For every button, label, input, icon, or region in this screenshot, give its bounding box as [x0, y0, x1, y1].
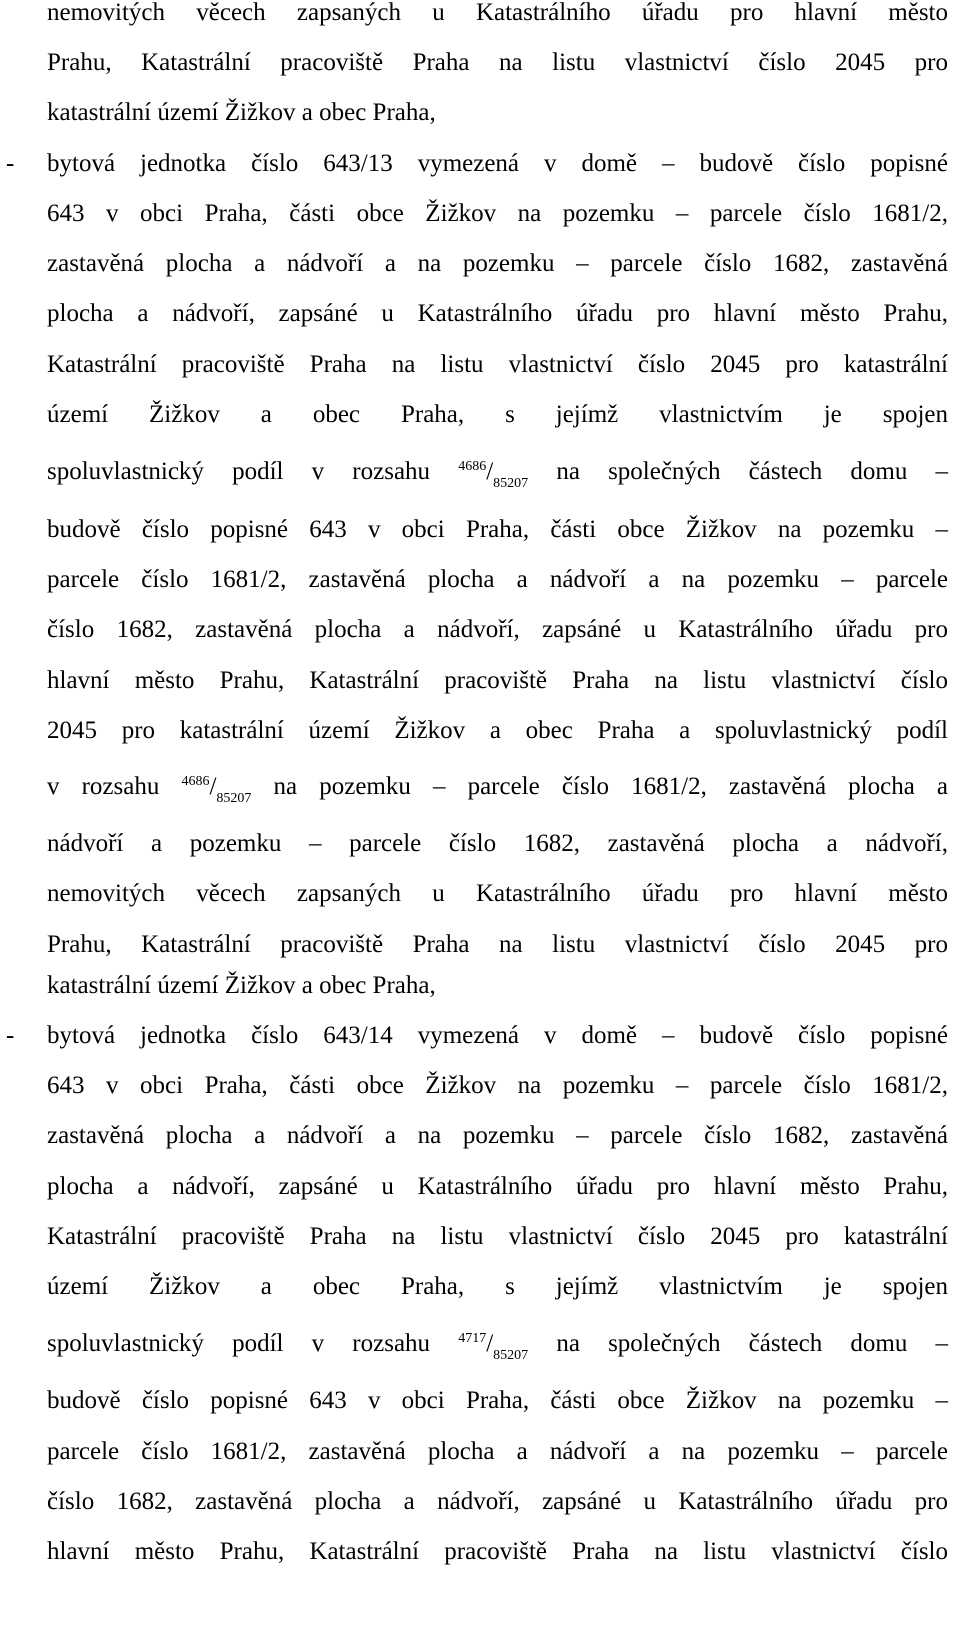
text-line: katastrální území Žižkov a obec Praha, — [47, 99, 436, 126]
text-segment: spoluvlastnický podíl v rozsahu — [47, 458, 431, 485]
text-line-with-share — [47, 452, 948, 492]
share-denominator: 85207 — [493, 476, 529, 491]
text-segment: v rozsahu — [47, 773, 160, 800]
share-numerator: 4686 — [458, 459, 487, 474]
text-line: parcele číslo 1681/2, zastavěná plocha a nádvoří a na pozemku – parcele — [47, 1438, 948, 1465]
text-segment: na společných částech domu – — [556, 458, 948, 485]
share-denominator: 85207 — [493, 1348, 529, 1363]
text-line: Prahu, Katastrální pracoviště Praha na listu vlastnictví číslo 2045 pro — [47, 931, 948, 958]
text-line: zastavěná plocha a nádvoří a na pozemku – parcele číslo 1682, zastavěná — [47, 250, 948, 277]
share-numerator: 4717 — [458, 1331, 487, 1346]
ownership-share-fraction — [181, 774, 251, 806]
text-line: plocha a nádvoří, zapsáné u Katastrálního úřadu pro hlavní město Prahu, — [47, 300, 948, 327]
text-line: hlavní město Prahu, Katastrální pracoviště Praha na listu vlastnictví číslo — [47, 667, 948, 694]
text-line: 643 v obci Praha, části obce Žižkov na pozemku – parcele číslo 1681/2, — [47, 1072, 948, 1099]
fraction-slash: / — [486, 1330, 494, 1357]
ownership-share-fraction — [458, 1331, 528, 1363]
text-line: Katastrální pracoviště Praha na listu vlastnictví číslo 2045 pro katastrální — [47, 351, 948, 378]
text-line: číslo 1682, zastavěná plocha a nádvoří, zapsáné u Katastrálního úřadu pro — [47, 1488, 948, 1515]
ownership-share-fraction — [458, 459, 528, 491]
text-segment: na společných částech domu – — [556, 1330, 948, 1357]
text-line: plocha a nádvoří, zapsáné u Katastrálního úřadu pro hlavní město Prahu, — [47, 1173, 948, 1200]
text-line: číslo 1682, zastavěná plocha a nádvoří, zapsáné u Katastrálního úřadu pro — [47, 616, 948, 643]
text-segment: na pozemku – parcele číslo 1681/2, zastavěná plocha a — [273, 773, 949, 800]
text-line: budově číslo popisné 643 v obci Praha, části obce Žižkov na pozemku – — [47, 516, 948, 543]
text-line: bytová jednotka číslo 643/13 vymezená v domě – budově číslo popisné — [47, 150, 948, 177]
text-line: zastavěná plocha a nádvoří a na pozemku – parcele číslo 1682, zastavěná — [47, 1122, 948, 1149]
list-bullet-dash: - — [6, 150, 15, 177]
fraction-slash: / — [486, 458, 494, 485]
list-bullet-dash: - — [6, 1022, 15, 1049]
fraction-slash: / — [209, 773, 217, 800]
text-line: katastrální území Žižkov a obec Praha, — [47, 972, 436, 999]
text-line: Katastrální pracoviště Praha na listu vlastnictví číslo 2045 pro katastrální — [47, 1223, 948, 1250]
text-segment: spoluvlastnický podíl v rozsahu — [47, 1330, 431, 1357]
text-line: Prahu, Katastrální pracoviště Praha na listu vlastnictví číslo 2045 pro — [47, 49, 948, 76]
share-numerator: 4686 — [181, 774, 210, 789]
share-denominator: 85207 — [216, 791, 252, 806]
text-line: 643 v obci Praha, části obce Žižkov na pozemku – parcele číslo 1681/2, — [47, 200, 948, 227]
text-line-with-share — [47, 767, 948, 807]
text-line: území Žižkov a obec Praha, s jejímž vlastnictvím je spojen — [47, 401, 948, 428]
text-line: nemovitých věcech zapsaných u Katastrálního úřadu pro hlavní město — [47, 880, 948, 907]
text-line: 2045 pro katastrální území Žižkov a obec Praha a spoluvlastnický podíl — [47, 717, 948, 744]
text-line: nemovitých věcech zapsaných u Katastrálního úřadu pro hlavní město — [47, 0, 948, 26]
text-line: bytová jednotka číslo 643/14 vymezená v domě – budově číslo popisné — [47, 1022, 948, 1049]
text-line: nádvoří a pozemku – parcele číslo 1682, zastavěná plocha a nádvoří, — [47, 830, 948, 857]
text-line: budově číslo popisné 643 v obci Praha, části obce Žižkov na pozemku – — [47, 1387, 948, 1414]
text-line: hlavní město Prahu, Katastrální pracoviště Praha na listu vlastnictví číslo — [47, 1538, 948, 1565]
text-line: parcele číslo 1681/2, zastavěná plocha a nádvoří a na pozemku – parcele — [47, 566, 948, 593]
text-line: území Žižkov a obec Praha, s jejímž vlastnictvím je spojen — [47, 1273, 948, 1300]
text-line-with-share — [47, 1324, 948, 1364]
